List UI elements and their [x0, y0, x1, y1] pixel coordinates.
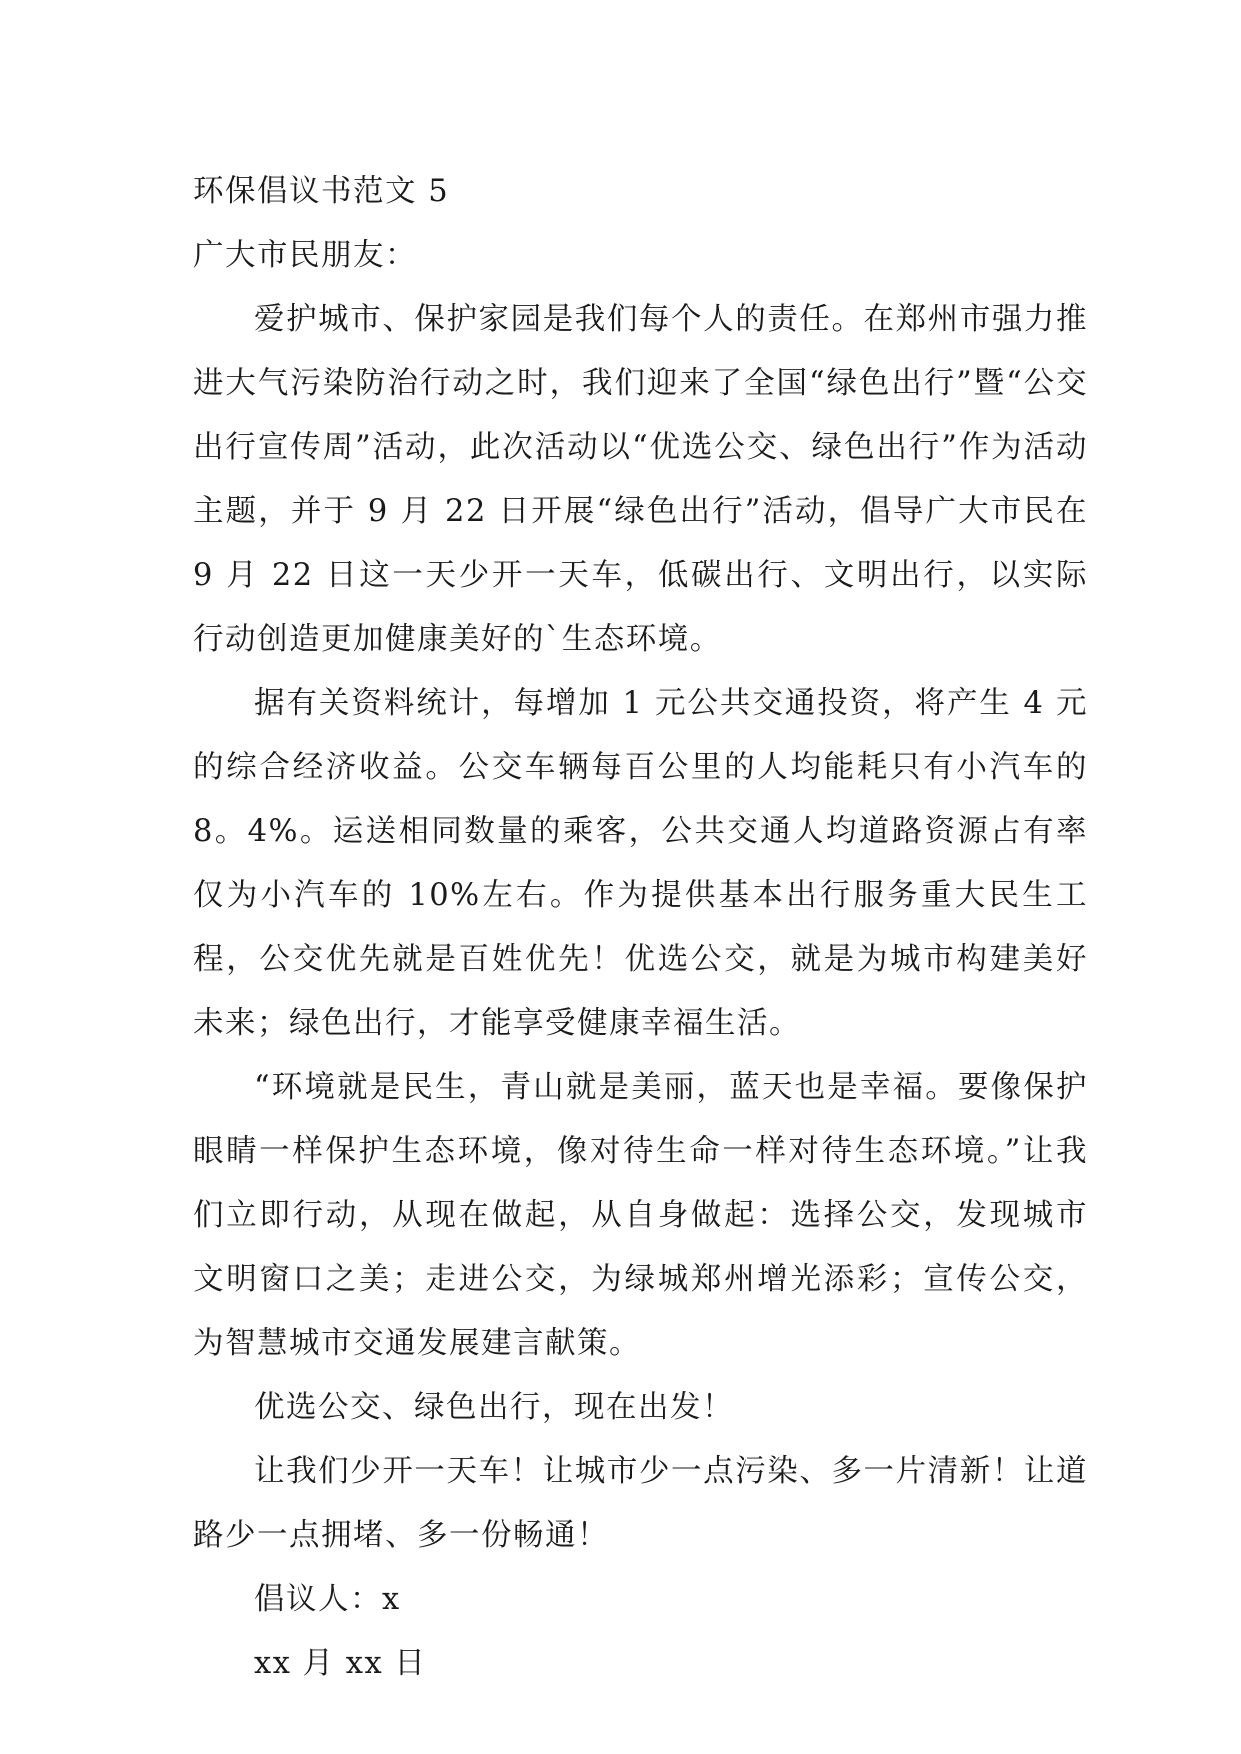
paragraph-2: 据有关资料统计，每增加 1 元公共交通投资，将产生 4 元的综合经济收益。公交车辆每百公里的人均能耗只有小汽车的 8。4%。运送相同数量的乘客，公共交通人均道路资源占有率仅为小汽车的 10%左右。作为提供基本出行服务重大民生工程，公交优先就是百姓优先！优选公交，就是为城市构建美好未来；绿色出行，才能享受健康幸福生活。 — [193, 686, 1088, 1041]
paragraph-4: 优选公交、绿色出行，现在出发！ — [254, 1390, 734, 1425]
proposer-signature: 倡议人：x — [254, 1582, 401, 1617]
document-title: 环保倡议书范文 5 — [193, 174, 450, 209]
paragraph-1: 爱护城市、保护家园是我们每个人的责任。在郑州市强力推进大气污染防治行动之时，我们迎来了全国“绿色出行”暨“公交出行宣传周”活动，此次活动以“优选公交、绿色出行”作为活动主题，并于 9 月 22 日开展“绿色出行”活动，倡导广大市民在 9 月 22 日这一天少开一天车，低碳出行、文明出行，以实际行动创造更加健康美好的`生态环境。 — [193, 302, 1088, 657]
paragraph-5: 让我们少开一天车！让城市少一点污染、多一片清新！让道路少一点拥堵、多一份畅通！ — [193, 1454, 1088, 1553]
salutation: 广大市民朋友： — [193, 238, 417, 273]
document-body — [193, 160, 1088, 1696]
document-date: xx 月 xx 日 — [254, 1646, 427, 1681]
paragraph-3: “环境就是民生，青山就是美丽，蓝天也是幸福。要像保护眼睛一样保护生态环境，像对待生命一样对待生态环境。”让我们立即行动，从现在做起，从自身做起：选择公交，发现城市文明窗口之美；走进公交，为绿城郑州增光添彩；宣传公交，为智慧城市交通发展建言献策。 — [193, 1070, 1088, 1361]
